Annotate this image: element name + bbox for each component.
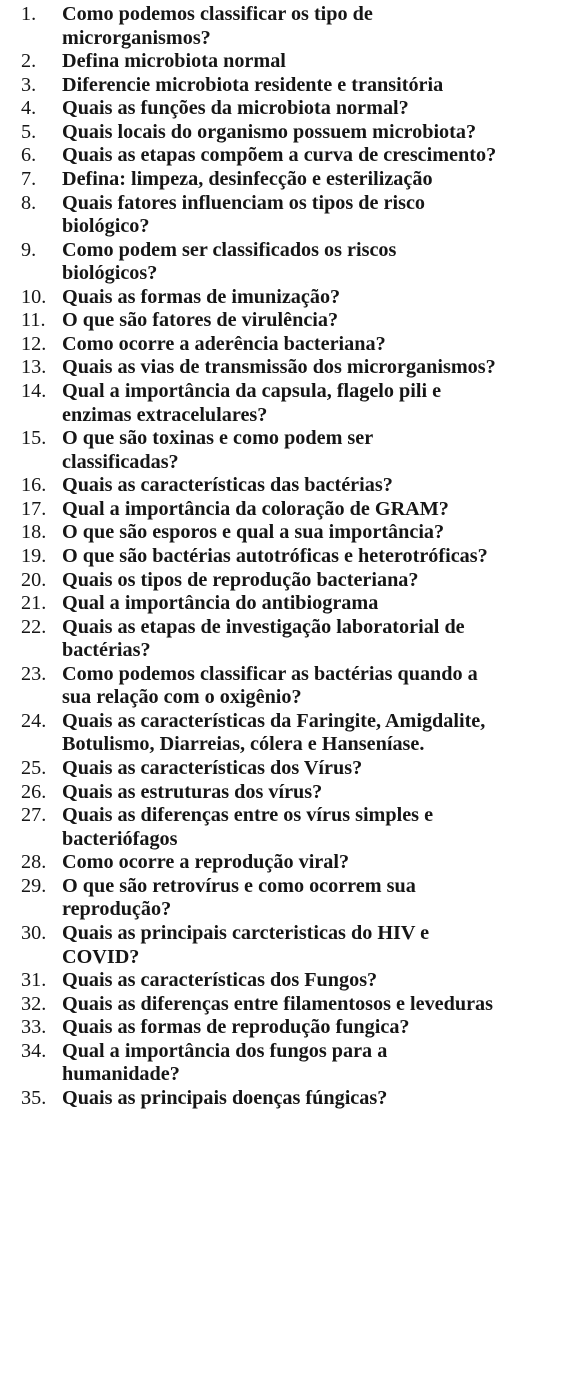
question-number: 26. — [21, 780, 47, 803]
question-text: Qual a importância da coloração de GRAM? — [62, 497, 449, 520]
question-number: 5. — [21, 120, 37, 143]
question-number: 29. — [21, 874, 47, 897]
question-number: 31. — [21, 969, 47, 992]
question-item — [0, 356, 584, 380]
question-item — [0, 757, 584, 781]
question-number: 17. — [21, 497, 47, 520]
question-number: 27. — [21, 804, 47, 827]
question-item — [0, 1087, 584, 1111]
question-item — [0, 74, 584, 98]
question-item — [0, 380, 584, 427]
question-text: Quais as formas de imunização? — [62, 285, 341, 308]
question-number: 24. — [21, 709, 47, 732]
question-text: Quais as funções da microbiota normal? — [62, 97, 409, 120]
question-text: Como podemos classificar as bactérias quando a sua relação com o oxigênio? — [62, 662, 478, 709]
question-item — [0, 1040, 584, 1087]
question-number: 34. — [21, 1039, 47, 1062]
question-number: 13. — [21, 356, 47, 379]
question-item — [0, 663, 584, 710]
question-number: 9. — [21, 238, 37, 261]
question-text: Defina: limpeza, desinfecção e esterilização — [62, 167, 433, 190]
question-item — [0, 168, 584, 192]
question-number: 6. — [21, 144, 37, 167]
question-item — [0, 333, 584, 357]
question-number: 14. — [21, 380, 47, 402]
question-number: 1. — [21, 3, 37, 25]
question-number: 8. — [21, 191, 37, 214]
question-text: Quais as estruturas dos vírus? — [62, 780, 323, 803]
question-text: Quais as características dos Vírus? — [62, 757, 363, 779]
question-text: Qual a importância da capsula, flagelo pili e enzimas extracelulares? — [62, 380, 442, 426]
question-text: Como podemos classificar os tipo de microrganismos? — [62, 3, 373, 49]
question-item — [0, 616, 584, 663]
question-number: 23. — [21, 662, 47, 685]
question-item — [0, 498, 584, 522]
question-text: Quais os tipos de reprodução bacteriana? — [62, 568, 419, 591]
question-item — [0, 192, 584, 239]
question-text: Quais as diferenças entre os vírus simples e bacteriófagos — [62, 804, 434, 850]
question-item — [0, 993, 584, 1017]
question-item — [0, 521, 584, 545]
question-item — [0, 121, 584, 145]
question-item — [0, 144, 584, 168]
question-number: 33. — [21, 1016, 47, 1039]
question-number: 20. — [21, 568, 47, 591]
question-text: Qual a importância do antibiograma — [62, 592, 379, 615]
question-number: 4. — [21, 97, 37, 120]
question-text: Diferencie microbiota residente e transitória — [62, 73, 444, 96]
question-number: 10. — [21, 285, 47, 308]
question-text: Quais as características dos Fungos? — [62, 969, 378, 992]
question-item — [0, 710, 584, 757]
question-number: 3. — [21, 73, 37, 96]
question-text: Como ocorre a aderência bacteriana? — [62, 332, 386, 355]
question-number: 18. — [21, 521, 47, 544]
question-text: Qual a importância dos fungos para a humanidade? — [62, 1039, 388, 1086]
question-text: Quais as etapas compõem a curva de crescimento? — [62, 144, 497, 167]
question-item — [0, 239, 584, 286]
question-text: O que são retrovírus e como ocorrem sua reprodução? — [62, 874, 416, 921]
question-item — [0, 286, 584, 310]
question-text: O que são esporos e qual a sua importância? — [62, 521, 445, 544]
question-item — [0, 851, 584, 875]
question-number: 16. — [21, 474, 47, 497]
question-item — [0, 569, 584, 593]
question-text: Quais locais do organismo possuem microbiota? — [62, 120, 477, 143]
question-text: O que são fatores de virulência? — [62, 309, 339, 332]
question-text: Como ocorre a reprodução viral? — [62, 851, 350, 874]
question-text: Quais as formas de reprodução fungica? — [62, 1016, 410, 1039]
question-number: 22. — [21, 615, 47, 638]
question-item — [0, 875, 584, 922]
question-item — [0, 427, 584, 474]
question-number: 28. — [21, 851, 47, 874]
question-number: 11. — [21, 309, 46, 332]
question-number: 32. — [21, 992, 47, 1015]
question-text: Defina microbiota normal — [62, 50, 286, 73]
question-number: 15. — [21, 427, 47, 450]
question-number: 21. — [21, 592, 47, 615]
question-number: 19. — [21, 544, 47, 567]
question-item — [0, 97, 584, 121]
question-text: Quais fatores influenciam os tipos de risco biológico? — [62, 191, 426, 238]
question-text: Quais as vias de transmissão dos microrganismos? — [62, 356, 496, 379]
question-text: Quais as características das bactérias? — [62, 474, 393, 497]
question-text: Quais as etapas de investigação laboratorial de bactérias? — [62, 615, 465, 662]
question-item — [0, 804, 584, 851]
question-number: 7. — [21, 167, 37, 190]
question-text: Quais as características da Faringite, Amigdalite, Botulismo, Diarreias, cólera e Hanseníase. — [62, 709, 486, 756]
question-text: Quais as principais doenças fúngicas? — [62, 1086, 388, 1109]
question-item — [0, 781, 584, 805]
question-text: Quais as principais carcteristicas do HIV e COVID? — [62, 921, 430, 968]
question-text: O que são toxinas e como podem ser classificadas? — [62, 427, 374, 473]
question-item — [0, 309, 584, 333]
question-text: Como podem ser classificados os riscos biológicos? — [62, 238, 397, 285]
question-item — [0, 3, 584, 50]
question-text: O que são bactérias autotróficas e heterotróficas? — [62, 544, 488, 567]
question-item — [0, 1016, 584, 1040]
question-number: 35. — [21, 1086, 47, 1109]
question-item — [0, 922, 584, 969]
question-number: 12. — [21, 332, 47, 355]
question-item — [0, 592, 584, 616]
question-number: 25. — [21, 757, 47, 779]
question-item — [0, 50, 584, 74]
question-item — [0, 474, 584, 498]
question-number: 30. — [21, 921, 47, 944]
question-item — [0, 545, 584, 569]
question-list — [0, 3, 584, 1110]
question-number: 2. — [21, 50, 37, 73]
question-text: Quais as diferenças entre filamentosos e leveduras — [62, 992, 494, 1015]
question-item — [0, 969, 584, 993]
